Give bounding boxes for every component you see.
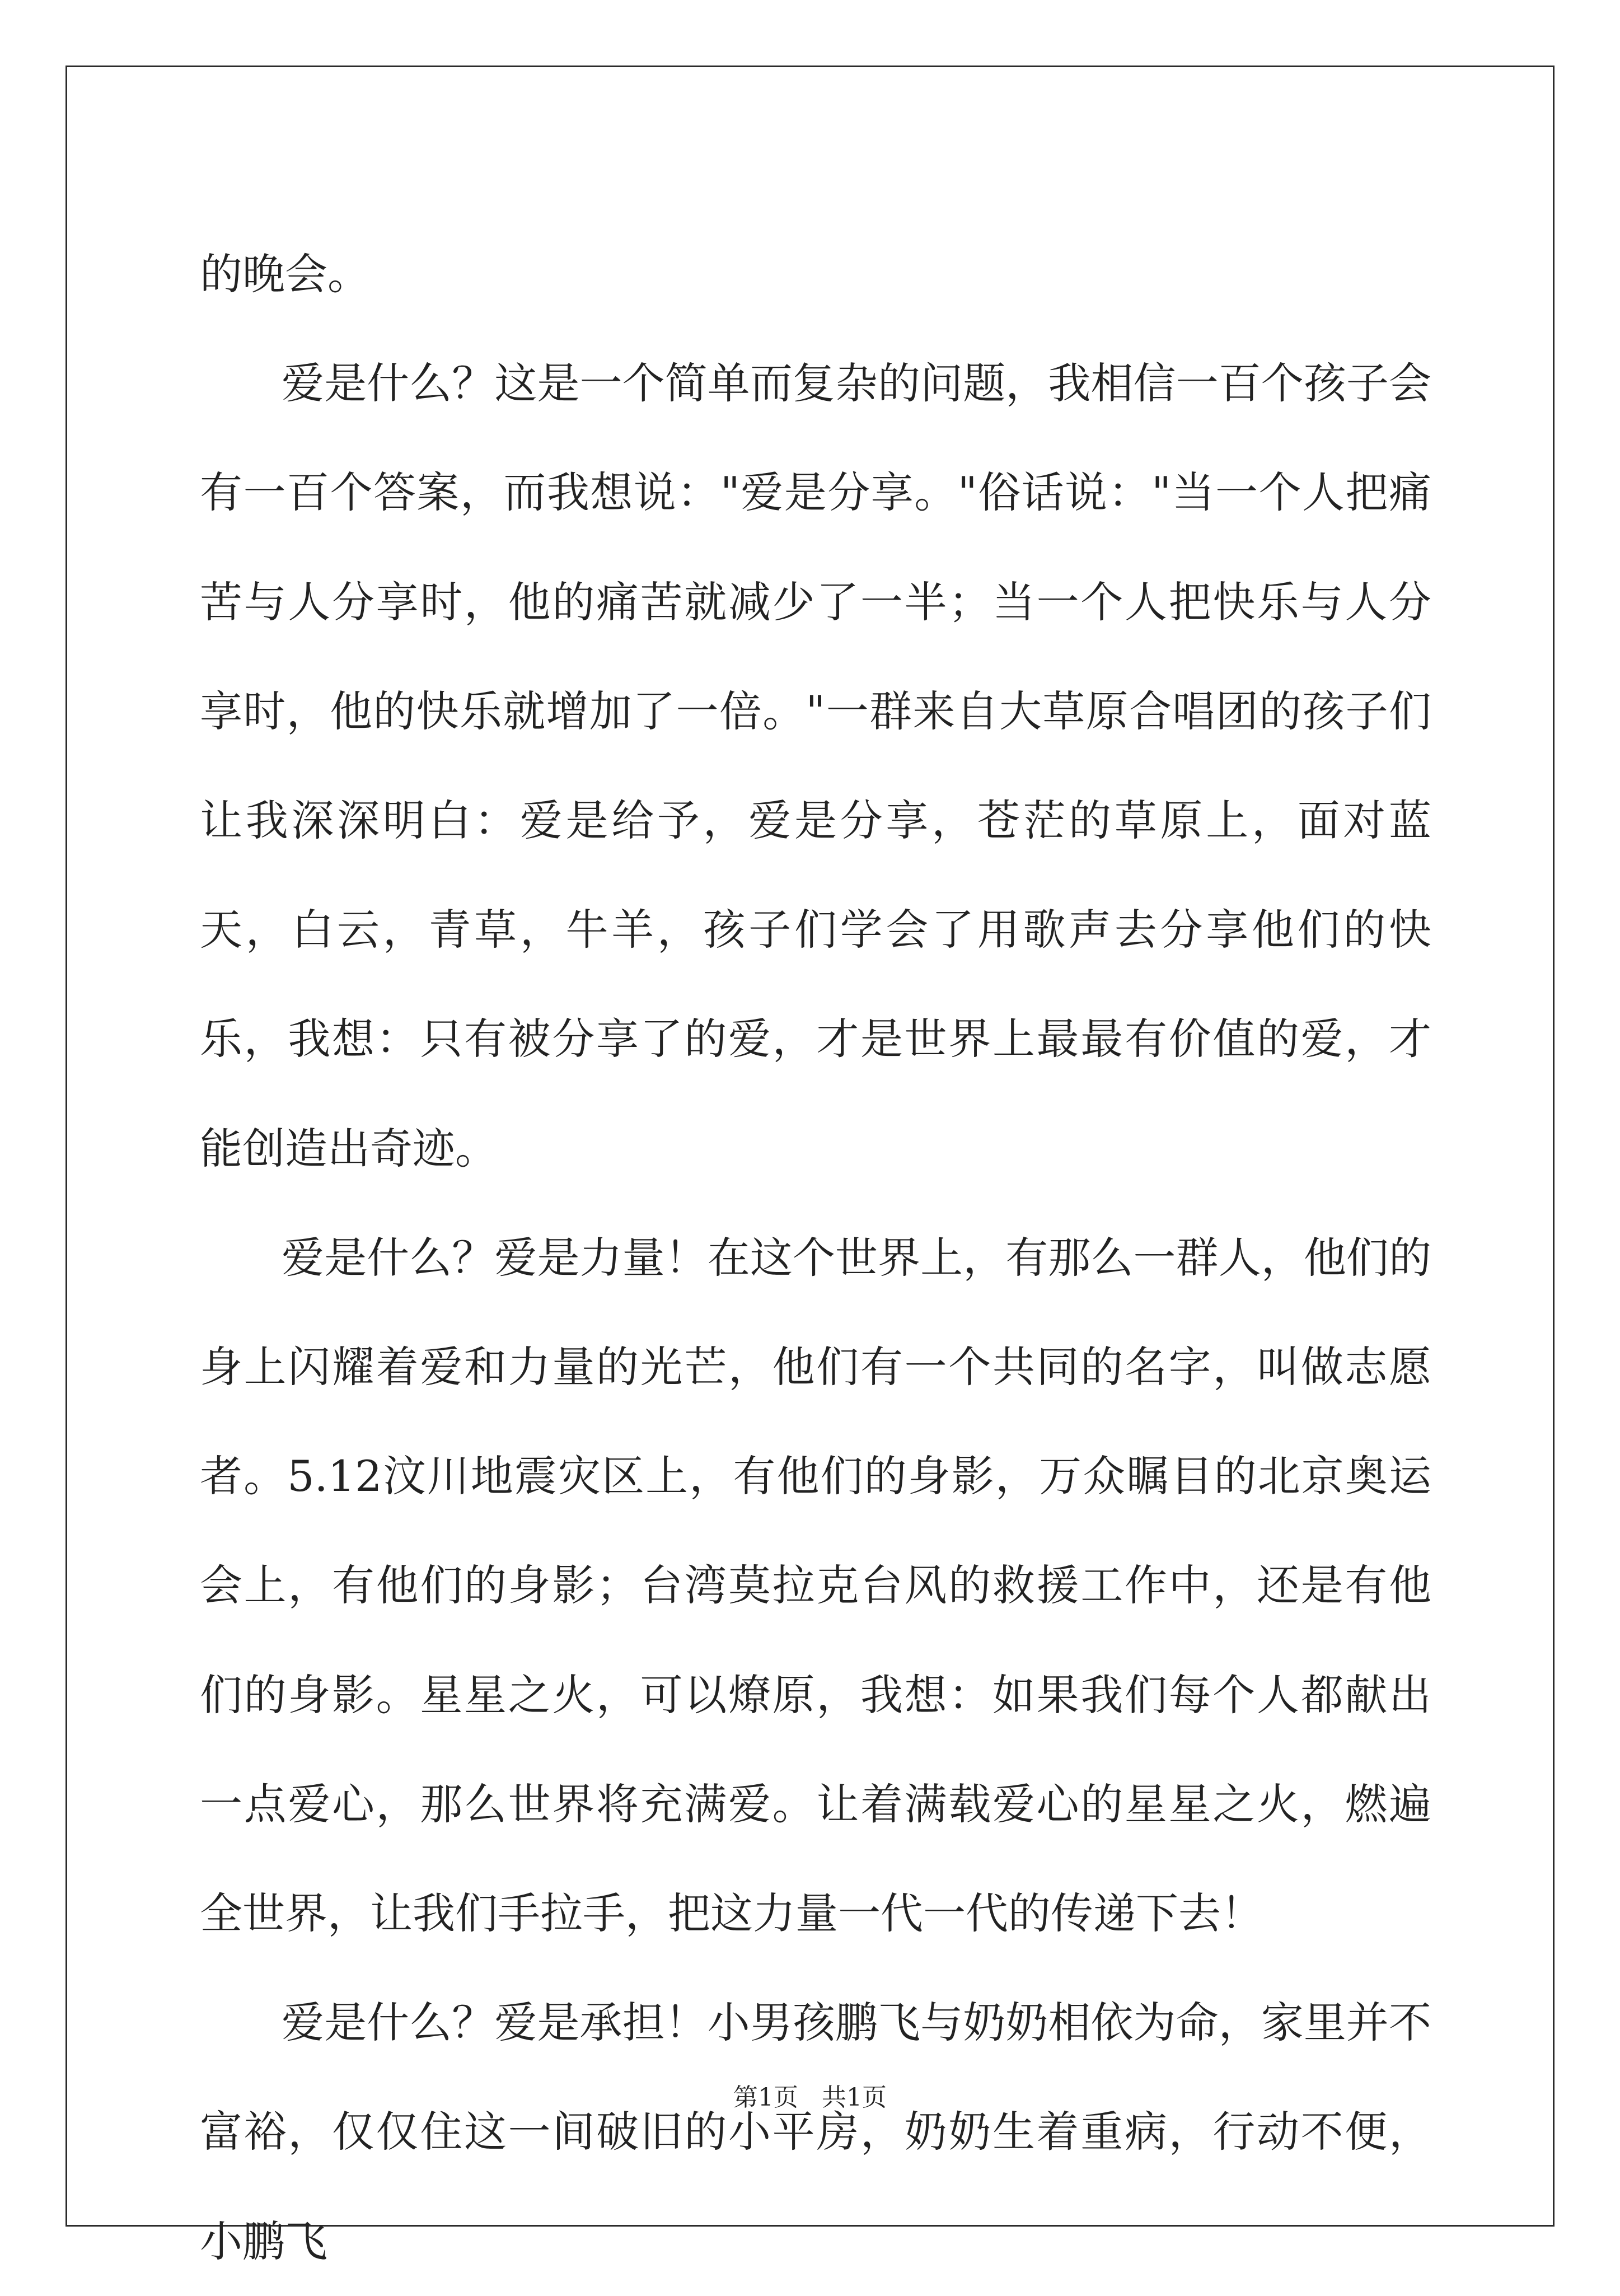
paragraph-4: 爱是什么？爱是承担！小男孩鹏飞与奶奶相依为命，家里并不富裕，仅仅住这一间破旧的小平房，奶奶生着重病，行动不便，小鹏飞 [200,1998,1431,2266]
paragraph-3: 爱是什么？爱是力量！在这个世界上，有那么一群人，他们的身上闪耀着爱和力量的光芒，他们有一个共同的名字，叫做志愿者。5.12汶川地震灾区上，有他们的身影，万众瞩目的北京奥运会上，有他们的身影；台湾莫拉克台风的救援工作中，还是有他们的身影。星星之火，可以燎原，我想：如果我们每个人都献出一点爱心，那么世界将充满爱。让着满载爱心的星星之火，燃遍全世界，让我们手拉手，把这力量一代一代的传递下去！ [200,1232,1431,1939]
paragraph-2: 爱是什么？这是一个简单而复杂的问题，我相信一百个孩子会有一百个答案，而我想说："爱是分享。"俗话说："当一个人把痛苦与人分享时，他的痛苦就减少了一半；当一个人把快乐与人分享时，他的快乐就增加了一倍。"一群来自大草原合唱团的孩子们让我深深明白：爱是给予，爱是分享，苍茫的草原上，面对蓝天，白云，青草，牛羊，孩子们学会了用歌声去分享他们的快乐，我想：只有被分享了的爱，才是世界上最最有价值的爱，才能创造出奇迹。 [200,358,1431,1173]
paragraph-1: 的晚会。 [200,249,370,299]
page-footer: 第1页 共1页 [733,2083,887,2112]
document-body [200,219,1431,2296]
